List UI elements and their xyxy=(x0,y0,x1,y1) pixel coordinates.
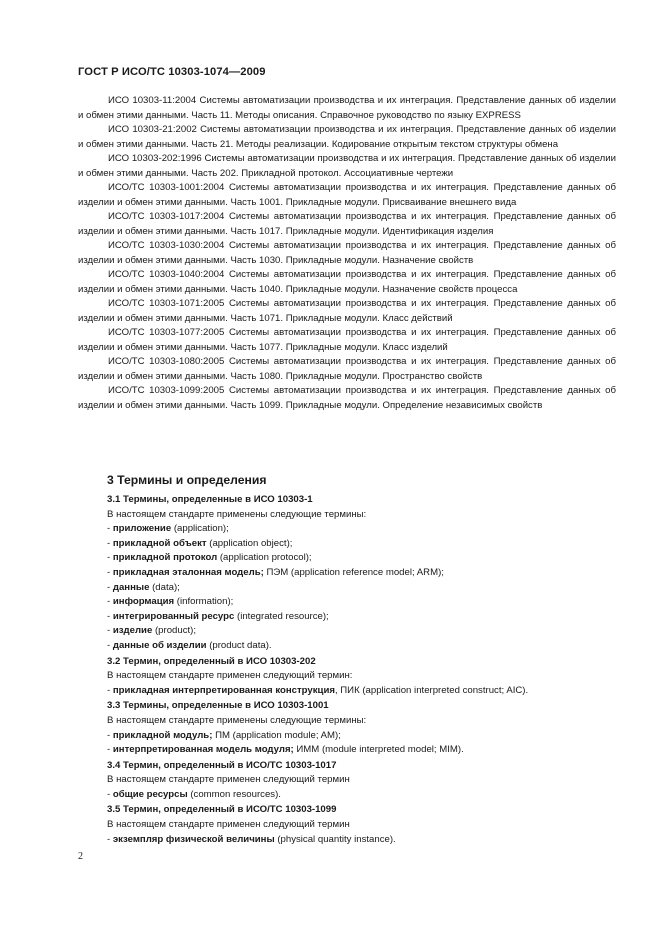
section-title: 3 Термины и определения xyxy=(107,473,267,487)
term-translation: (product); xyxy=(152,625,197,637)
subsection-intro: В настоящем стандарте применен следующий термин: xyxy=(107,670,353,682)
term-word: данные об изделии xyxy=(112,639,207,651)
term-item xyxy=(107,566,627,581)
subsection-title: 3.4 Термин, определенный в ИСО/ТС 10303-1017 xyxy=(107,759,337,771)
term-item xyxy=(107,610,627,625)
term-translation: , ПИК (application interpreted construct; AIC). xyxy=(334,684,529,696)
subsection-intro: В настоящем стандарте применены следующие термины: xyxy=(107,508,367,520)
term-item xyxy=(107,788,627,803)
subsection-intro: В настоящем стандарте применен следующий термин xyxy=(107,774,350,786)
term-word: прикладная интерпретированная конструкция xyxy=(112,684,335,696)
term-translation: ПЭМ (application reference model; ARM); xyxy=(263,566,444,578)
term-translation: (product data). xyxy=(206,639,272,651)
term-item xyxy=(107,624,627,639)
subsection-title: 3.3 Термины, определенные в ИСО 10303-1001 xyxy=(107,700,329,712)
term-word: прикладной модуль; xyxy=(112,729,213,741)
term-word: изделие xyxy=(112,625,153,637)
page-number: 2 xyxy=(78,851,83,862)
term-word: прикладной протокол xyxy=(112,552,218,564)
term-translation: (data); xyxy=(149,581,180,593)
term-item xyxy=(107,743,627,758)
reference-entry: ИСО/ТС 10303-1017:2004 Системы автоматизации производства и их интеграция. Представление данных об изделии и обмен этими данными. Часть 1017. Прикладные модули. Идентификация изделия xyxy=(78,211,616,237)
term-word: интегрированный ресурс xyxy=(112,610,235,622)
term-word: экземпляр физической величины xyxy=(112,833,275,845)
term-item xyxy=(107,833,627,848)
term-item xyxy=(107,729,627,744)
bullet: - xyxy=(107,639,111,651)
bullet: - xyxy=(107,610,111,622)
reference-entry: ИСО/ТС 10303-1077:2005 Системы автоматизации производства и их интеграция. Представление данных об изделии и обмен этими данными. Часть 1077. Прикладные модули. Класс изделий xyxy=(78,327,616,353)
bullet: - xyxy=(107,833,111,845)
term-translation: (information); xyxy=(174,596,234,608)
bullet: - xyxy=(107,625,111,637)
bullet: - xyxy=(107,581,111,593)
reference-entry: ИСО 10303-11:2004 Системы автоматизации производства и их интеграция. Представление данных об изделии и обмен этими данными. Часть 11. Методы описания. Справочное руководство по языку EXPRESS xyxy=(78,95,616,121)
term-translation: ПМ (application module; AM); xyxy=(212,729,341,741)
term-item xyxy=(107,595,627,610)
subsection-intro: В настоящем стандарте применен следующий термин xyxy=(107,819,350,831)
reference-entry: ИСО 10303-21:2002 Системы автоматизации производства и их интеграция. Представление данных об изделии и обмен этими данными. Часть 21. Методы реализации. Кодирование открытым текстом структуры обмена xyxy=(78,124,616,150)
bullet: - xyxy=(107,552,111,564)
bullet: - xyxy=(107,684,111,696)
reference-entry: ИСО/ТС 10303-1040:2004 Системы автоматизации производства и их интеграция. Представление данных об изделии и обмен этими данными. Часть 1040. Прикладные модули. Назначение свойств процесса xyxy=(78,269,616,295)
term-item xyxy=(107,551,627,566)
term-translation: (application protocol); xyxy=(217,552,312,564)
term-word: информация xyxy=(112,596,175,608)
subsection-title: 3.2 Термин, определенный в ИСО 10303-202 xyxy=(107,655,316,667)
term-word: данные xyxy=(112,581,150,593)
term-item xyxy=(107,684,627,699)
term-word: прикладной объект xyxy=(112,537,207,549)
bullet: - xyxy=(107,744,111,756)
reference-entry: ИСО/ТС 10303-1099:2005 Системы автоматизации производства и их интеграция. Представление данных об изделии и обмен этими данными. Часть 1099. Прикладные модули. Определение независимых свойств xyxy=(78,385,616,411)
term-item xyxy=(107,537,627,552)
reference-entry: ИСО/ТС 10303-1001:2004 Системы автоматизации производства и их интеграция. Представление данных об изделии и обмен этими данными. Часть 1001. Прикладные модули. Присваивание внешнего вида xyxy=(78,182,616,208)
subsection-intro: В настоящем стандарте применены следующие термины: xyxy=(107,714,367,726)
subsection-title: 3.1 Термины, определенные в ИСО 10303-1 xyxy=(107,494,313,505)
term-translation: (application); xyxy=(171,523,229,535)
reference-entry: ИСО/ТС 10303-1071:2005 Системы автоматизации производства и их интеграция. Представление данных об изделии и обмен этими данными. Часть 1071. Прикладные модули. Класс действий xyxy=(78,298,616,324)
reference-entry: ИСО/ТС 10303-1080:2005 Системы автоматизации производства и их интеграция. Представление данных об изделии и обмен этими данными. Часть 1080. Прикладные модули. Пространство свойств xyxy=(78,356,616,382)
document-header: ГОСТ Р ИСО/ТС 10303-1074—2009 xyxy=(78,66,266,78)
bullet: - xyxy=(107,523,111,535)
term-translation: (common resources). xyxy=(187,788,281,800)
term-translation: ИММ (module interpreted model; MIM). xyxy=(293,744,464,756)
bullet: - xyxy=(107,729,111,741)
bullet: - xyxy=(107,788,111,800)
term-word: интерпретированная модель модуля; xyxy=(112,744,294,756)
bullet: - xyxy=(107,537,111,549)
bullet: - xyxy=(107,596,111,608)
reference-entry: ИСО/ТС 10303-1030:2004 Системы автоматизации производства и их интеграция. Представление данных об изделии и обмен этими данными. Часть 1030. Прикладные модули. Назначение свойств xyxy=(78,240,616,266)
term-word: общие ресурсы xyxy=(112,788,188,800)
term-word: приложение xyxy=(112,523,172,535)
term-translation: (physical quantity instance). xyxy=(274,833,396,845)
term-word: прикладная эталонная модель; xyxy=(112,566,264,578)
terms-section xyxy=(107,492,627,847)
term-item xyxy=(107,639,627,654)
subsection-title: 3.5 Термин, определенный в ИСО/ТС 10303-1099 xyxy=(107,804,337,816)
term-translation: (integrated resource); xyxy=(234,610,329,622)
reference-entry: ИСО 10303-202:1996 Системы автоматизации производства и их интеграция. Представление данных об изделии и обмен этими данными. Часть 202. Прикладной протокол. Ассоциативные чертежи xyxy=(78,153,616,179)
term-translation: (application object); xyxy=(206,537,293,549)
normative-references xyxy=(78,94,616,413)
bullet: - xyxy=(107,566,111,578)
term-item xyxy=(107,581,627,596)
term-item xyxy=(107,522,627,537)
